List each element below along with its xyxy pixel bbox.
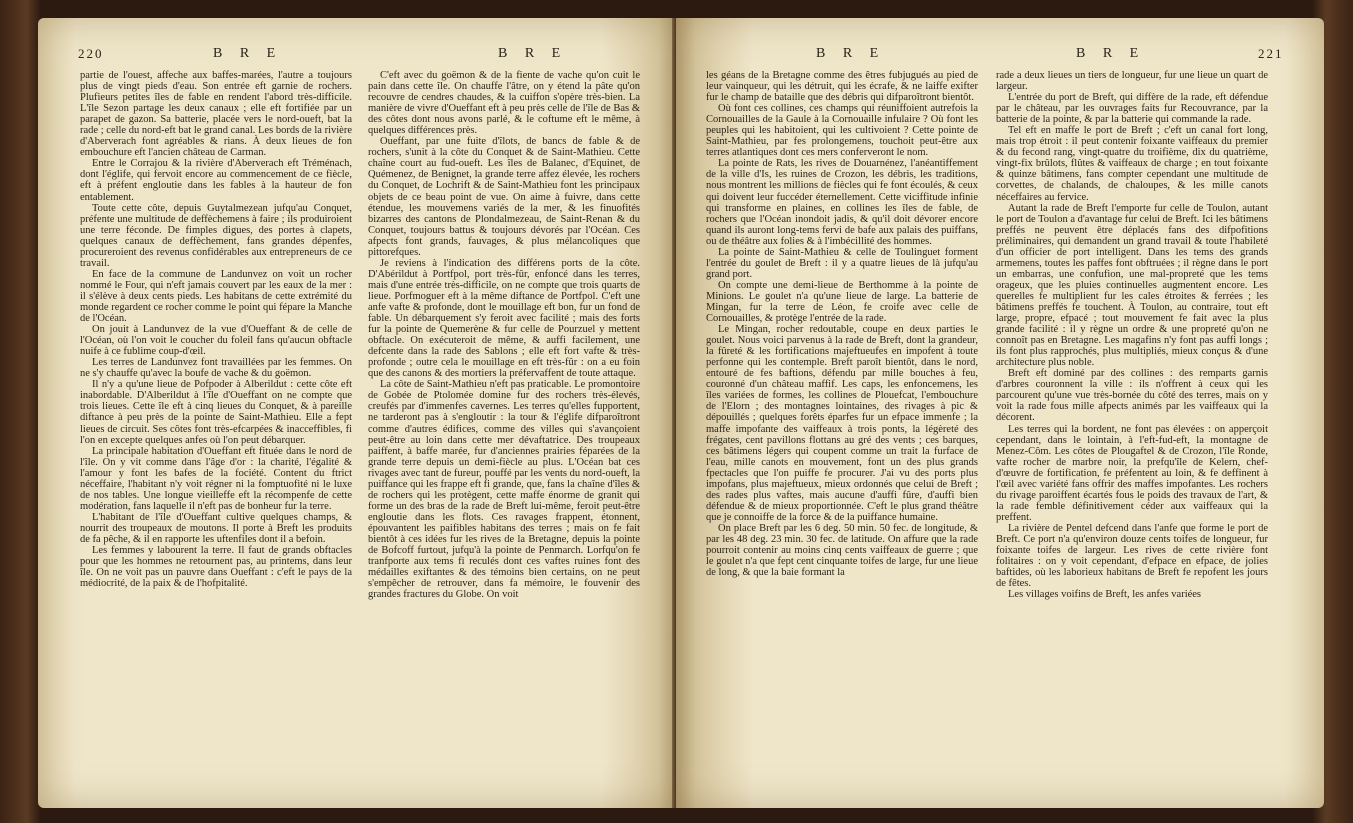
paragraph: Breft eft dominé par des collines : des remparts garnis d'arbres couronnent la ville : ils n'offrent à ceux qui les parcourent qu'une vue très-bornée du côté des terres, mais on y voit la rade fous mille afpects animés par les vaiffeaux qui la décorent. — [996, 368, 1268, 424]
paragraph: Toute cette côte, depuis Guytalmezean jufqu'au Conquet, préfente une multitude de deffèchemens à faire ; ils produiroient une terre féconde. De fimples digues, des portes à clapets, quelques canaux de deffèchement, fans grandes dépenfes, procureroient des revenus confidérables aux entrepreneurs de ce travail. — [80, 202, 352, 269]
right-column-1 — [706, 70, 978, 790]
right-running-head-1: B R E — [816, 46, 886, 61]
paragraph: partie de l'ouest, affeche aux baffes-marées, l'autre a toujours plus de vingt pieds d'eau. Son entrée eft garnie de rochers. Plufieurs petites îles de fable en rendent l'abord très-difficile. L'île Sezon partage les deux canaux ; elle eft fortifiée par un parapet de gazon. Sa batterie, placée vers le nord-oueft, bat la rade ; celle du nord-eft bat le grand canal. Les bords de la rivière d'Aberverach font agréables & rians. À deux lieues de fon embouchure eft l'ancien château de Carman. — [80, 70, 352, 159]
paragraph: La pointe de Saint-Mathieu & celle de Toulinguet forment l'entrée du goulet de Breft : il y a quatre lieues de là jufqu'au grand port. — [706, 246, 978, 280]
paragraph: Les terres qui la bordent, ne font pas élevées : on apperçoit cependant, dans le lointain, à l'eft-fud-eft, la montagne de Menez-Côm. Les côtes de Plougaftel & de Crozon, l'île Ronde, vafte rocher de marbre noir, la prefqu'île de Kelern, chef-d'œuvre de fortification, fe préfentent au loin, & fe deffinent à l'œil avec variété fans offrir des maffes impofantes. Les rochers du rivage paroiffent écartés fous le poids des travaux de l'art, & la rade femble définitivement céder aux vaiffeaux qui la preffent. — [996, 423, 1268, 523]
paragraph: Entre le Corrajou & la rivière d'Aberverach eft Tréménach, dont l'églife, qui fervoit encore au commencement de ce fiècle, eft à préfent engloutie dans les fables à la hauteur de fon entablement. — [80, 158, 352, 203]
paragraph: Il n'y a qu'une lieue de Pofpoder à Alberildut : cette côte eft inabordable. D'Alberildut à l'île d'Oueffant on ne compte que trois lieues. Cette île eft à cinq lieues du Conquet, & à pareille diftance à peu près de la pointe de Saint-Mathieu. Elle a fept lieues de circuit. Ses côtes font très-efcarpées & inacceffibles, fi l'on en excepte quelques anfes où l'on peut débarquer. — [80, 379, 352, 446]
paragraph: La principale habitation d'Oueffant eft fituée dans le nord de l'île. On y vit comme dans l'âge d'or : la charité, l'égalité & l'amour y font les bafes de la fociété. Content du ftrict néceffaire, l'habitant n'y voit régner ni la fomptuofité ni le luxe de nos tables. Une longue vieilleffe eft la récompenfe de cette modération, fans laquelle il n'eft pas de bonheur fur la terre. — [80, 445, 352, 512]
right-column-2 — [996, 70, 1268, 790]
paragraph: La rivière de Pentel defcend dans l'anfe que forme le port de Breft. Ce port n'a qu'environ douze cents toifes de longueur, fur foixante toifes de largeur. Les rives de cette rivière font folitaires : on y voit cependant, d'efpace en efpace, de jolies baftides, où les laborieux habitans de Breft fe repofent les jours de fêtes. — [996, 522, 1268, 590]
paragraph: Les femmes y labourent la terre. Il faut de grands obftacles pour que les hommes ne retournent pas, au printems, dans leur île. On ne voit pas un pauvre dans Oueffant : c'eft le pays de la médiocrité, de la paix & de l'hofpitalité. — [80, 545, 352, 590]
left-column-2 — [368, 70, 640, 790]
right-running-head-2: B R E — [1076, 46, 1146, 61]
paragraph: Les terres de Landunvez font travaillées par les femmes. On ne s'y chauffe qu'avec la boufe de vache & du goëmon. — [80, 357, 352, 380]
paragraph: les géans de la Bretagne comme des êtres fubjugués au pied de leur vainqueur, qui les détruit, qui les écrafe, & ne laiffe exifter fur le champ de bataille que des débris qui difparoîtront bientôt. — [706, 70, 978, 104]
left-running-head-2: B R E — [498, 46, 568, 61]
left-page — [38, 18, 678, 808]
paragraph: Tel eft en maffe le port de Breft ; c'eft un canal fort long, mais trop étroit : il peut contenir foixante vaiffeaux du premier & du fecond rang, vingt-quatre du troifième, dix du quatrième, vingt-fix brûlots, flûtes & vaiffeaux de charge ; en tout foixante & quinze bâtimens, fans compter cependant une multitude de corvettes, de chalands, de chaloupes, & les mille canots néceffaires au fervice. — [996, 125, 1268, 203]
paragraph: On compte une demi-lieue de Berthomme à la pointe de Minions. Le goulet n'a qu'une lieue de large. La batterie de Mingan, fur la terre de Léon, fe croife avec celle de Cornouailles, & protège l'entrée de la rade. — [706, 279, 978, 325]
paragraph: L'entrée du port de Breft, qui diffère de la rade, eft défendue par le château, par les ouvrages faits fur Recouvrance, par la batterie de la pointe, & par la batterie qui commande la rade. — [996, 92, 1268, 126]
paragraph: Autant la rade de Breft l'emporte fur celle de Toulon, autant le port de Toulon a d'avantage fur celui de Breft. Ici les bâtimens preffés ne peuvent être déplacés fans des difpofitions préliminaires, qui demandent un grand travail & toute l'habileté d'un officier de port intelligent. Dans les tems des grands armemens, toutes les paffes font obftruées ; il règne dans le port un embarras, une confufion, une mal-propreté que les tems orageux, que les pluies continuelles augmentent encore. Les querelles fe multiplient fur les cales étroites & ferrées ; les bâtimens preffés fe touchent. À Toulon, au contraire, tout eft large, propre, efpacé ; tout mouvement fe fait avec la plus grande facilité : il y règne un ordre & une propreté qu'on ne connoît pas en Bretagne. Les magafins n'y font pas auffi longs ; ils font plus rapprochés, plus multipliés, mieux conçus & d'une architecture plus noble. — [996, 202, 1268, 369]
paragraph: En face de la commune de Landunvez on voit un rocher nommé le Four, qui n'eft jamais couvert par les eaux de la mer : il s'élève à deux cents pieds. Les habitans de cette extrémité du monde regardent ce rocher comme le point qui fépare la Manche de l'Océan. — [80, 268, 352, 325]
paragraph: Les villages voifins de Breft, les anfes variées — [1008, 589, 1202, 601]
paragraph: La pointe de Rats, les rives de Douarnénez, l'anéantiffement de la ville d'Is, les ruines de Crozon, les débris, les traditions, nous montrent les millions de fiècles qui fe font écoulés, & ceux qui doivent leur fuccéder éternellement. Cette viciffitude infinie qui transforme en plaines, en collines les îles de fable, de rochers que l'Océan inondoit jadis, & qu'il doit dévorer encore quand ils auront long-tems fervi de bafe aux palais des puiffans, ou de théâtre aux folies & à l'imbécillité des hommes. — [706, 158, 978, 247]
left-column-1 — [80, 70, 352, 790]
paragraph: La côte de Saint-Mathieu n'eft pas praticable. Le promontoire de Gobée de Ptolomée domine fur des rochers très-élevés, creufés par d'immenfes cavernes. Les terres qu'elles fupportent, ne tarderont pas à s'engloutir : la tour & l'églife difparoîtront comme d'autres édifices, comme des villes qui s'avançoient peut-être au loin dans cette mer dévaftatrice. Des troupeaux paiffent, à baffe marée, fur d'anciennes prairies féparées de la grande terre depuis un demi-fiècle au plus. L'Océan bat ces rivages avec tant de fureur, pouffé par les vents du nord-oueft, la puiffance qui les frappe eft fi grande, que, fans la chaîne d'îles & de rochers qui les protègent, cette maffe énorme de granit qui forme un des bras de la rade de Breft lui-même, feroit peut-être engloutie dans les flots. Ces ravages frappent, étonnent, épouvantent les paifibles habitans des terres ; mais on fe fait bientôt à ces idées fur les rives de la Bretagne, depuis la pointe de Bofcoff furtout, jufqu'à la pointe de Penmarch. Lorfqu'on fe tranfporte aux tems fi reculés dont ces vaftes ruines font des médailles exiftantes & des témoins bien certains, on ne peut s'empêcher de retrouver, dans fa mémoire, le fouvenir des grandes fractures du Globe. On voit — [368, 379, 640, 601]
paragraph: Le Mingan, rocher redoutable, coupe en deux parties le goulet. Nous voici parvenus à la rade de Breft, dont la grandeur, la fûreté & les fortifications majeftueufes en impofent à toute perfonne qui les contemple. Breft paroît bientôt, dans le nord, entouré de fes baftions, défendu par mille bouches à feu, couronné d'un château maffif. Les caps, les enfoncemens, les îles variées de formes, les collines de Plouefcat, l'embouchure de l'Elorn ; des montagnes lointaines, des rivages à pic & dépouillés ; quelques forêts éparfes fur un efpace immenfe ; la maffe impofante des vaiffeaux à trois ponts, la légèreté des frégates, cent pavillons flottans au gré des vents ; ces barques, ces bâtimens légers qui coupent comme un trait la furface de l'eau, mille canots en mouvement, font un des plus grands fpectacles que l'on puiffe fe procurer. J'ai vu des ports plus impofans, plus majeftueux, mieux ordonnés que celui de Breft ; des rades plus vaftes, mais aucune d'auffi fûre, d'auffi bien défendue & de mieux proportionnée. C'eft le plus grand théâtre que je connoiffe de la force & de la puiffance humaine. — [706, 324, 978, 523]
paragraph: Je reviens à l'indication des différens ports de la côte. D'Abérildut à Portfpol, port très-fûr, enfoncé dans les terres, mais d'une entrée très-difficile, on ne compte que trois quarts de lieue. Porfmoguer eft à la même diftance de Portfpol. C'eft une anfe vafte & profonde, dont le mouillage eft bon, fur un fond de fable. Un débarquement s'y feroit avec facilité ; mais des forts fur la pointe de Quemerène & fur celle de Pourzuel y mettent obftacle. On exécuteroit de même, & auffi facilement, une defcente dans la rade des Sablons ; elle eft fort vafte & très-profonde ; outre cela le mouillage en eft très-fûr : on a eu foin que des canons & des mortiers la préfervaffent de toute attaque. — [368, 257, 640, 380]
paragraph: On place Breft par les 6 deg. 50 min. 50 fec. de longitude, & par les 48 deg. 23 min. 30 fec. de latitude. On affure que la rade pourroit contenir au moins cinq cents vaiffeaux de guerre ; que le goulet n'a que fept cent cinquante toifes de large, fur une lieue de long, & que la baie formant la — [706, 522, 978, 579]
paragraph: C'eft avec du goëmon & de la fiente de vache qu'on cuit le pain dans cette île. On chauffe l'âtre, on y étend la pâte qu'on recouvre de cendres chaudes, & la cuiffon s'opère très-bien. La manière de vivre d'Oueffant eft à peu près celle de l'île de Bas & des côtes dont nous avons parlé, & le coftume eft le même, à quelques différences près. — [368, 70, 640, 137]
paragraph: rade a deux lieues un tiers de longueur, fur une lieue un quart de largeur. — [996, 70, 1268, 93]
right-page — [676, 18, 1324, 808]
paragraph: On jouit à Landunvez de la vue d'Oueffant & de celle de l'Océan, où l'on voit le coucher du foleil fans qu'aucun obftacle nuife à ce fublime coup-d'œil. — [80, 324, 352, 358]
left-page-number: 220 — [78, 46, 104, 61]
left-running-head-1: B R E — [213, 46, 283, 61]
paragraph: L'habitant de l'île d'Oueffant cultive quelques champs, & nourrit des troupeaux de moutons. Il porte à Breft les produits de fa pêche, & il en rapporte les uftenfiles dont il a befoin. — [80, 511, 352, 545]
right-page-number: 221 — [1258, 46, 1284, 61]
paragraph: Oueffant, par une fuite d'îlots, de bancs de fable & de rochers, s'unit à la côte du Conquet & de Saint-Mathieu. Cette chaîne court au fud-oueft. Les îles de Balanec, d'Equinet, de Quémenez, de Benignet, la grande terre affez élevée, les rochers du Conquet, de Lochrift & de Saint-Mathieu font les principaux objets de ce beau point de vue. On aime à fuivre, dans cette étendue, les mouvemens variés de la mer, & les finuofités bizarres des cantons de Plondalmezeau, de Saint-Renan & du Conquet, toujours battus & toujours dévorés par l'Océan. Ces afpects font grands, fauvages, & plus mélancoliques que pittorefques. — [368, 136, 640, 258]
paragraph: Où font ces collines, ces champs qui réuniffoient autrefois la Cornouailles de la Gaule à la Cornouaille infulaire ? Où font les peuples qui les habitoient, qui les cultivoient ? Cette pointe de Saint-Mathieu, par fes prolongemens, touchoit peut-être aux terres atlantiques dont ces mers conferveront le nom. — [706, 103, 978, 159]
